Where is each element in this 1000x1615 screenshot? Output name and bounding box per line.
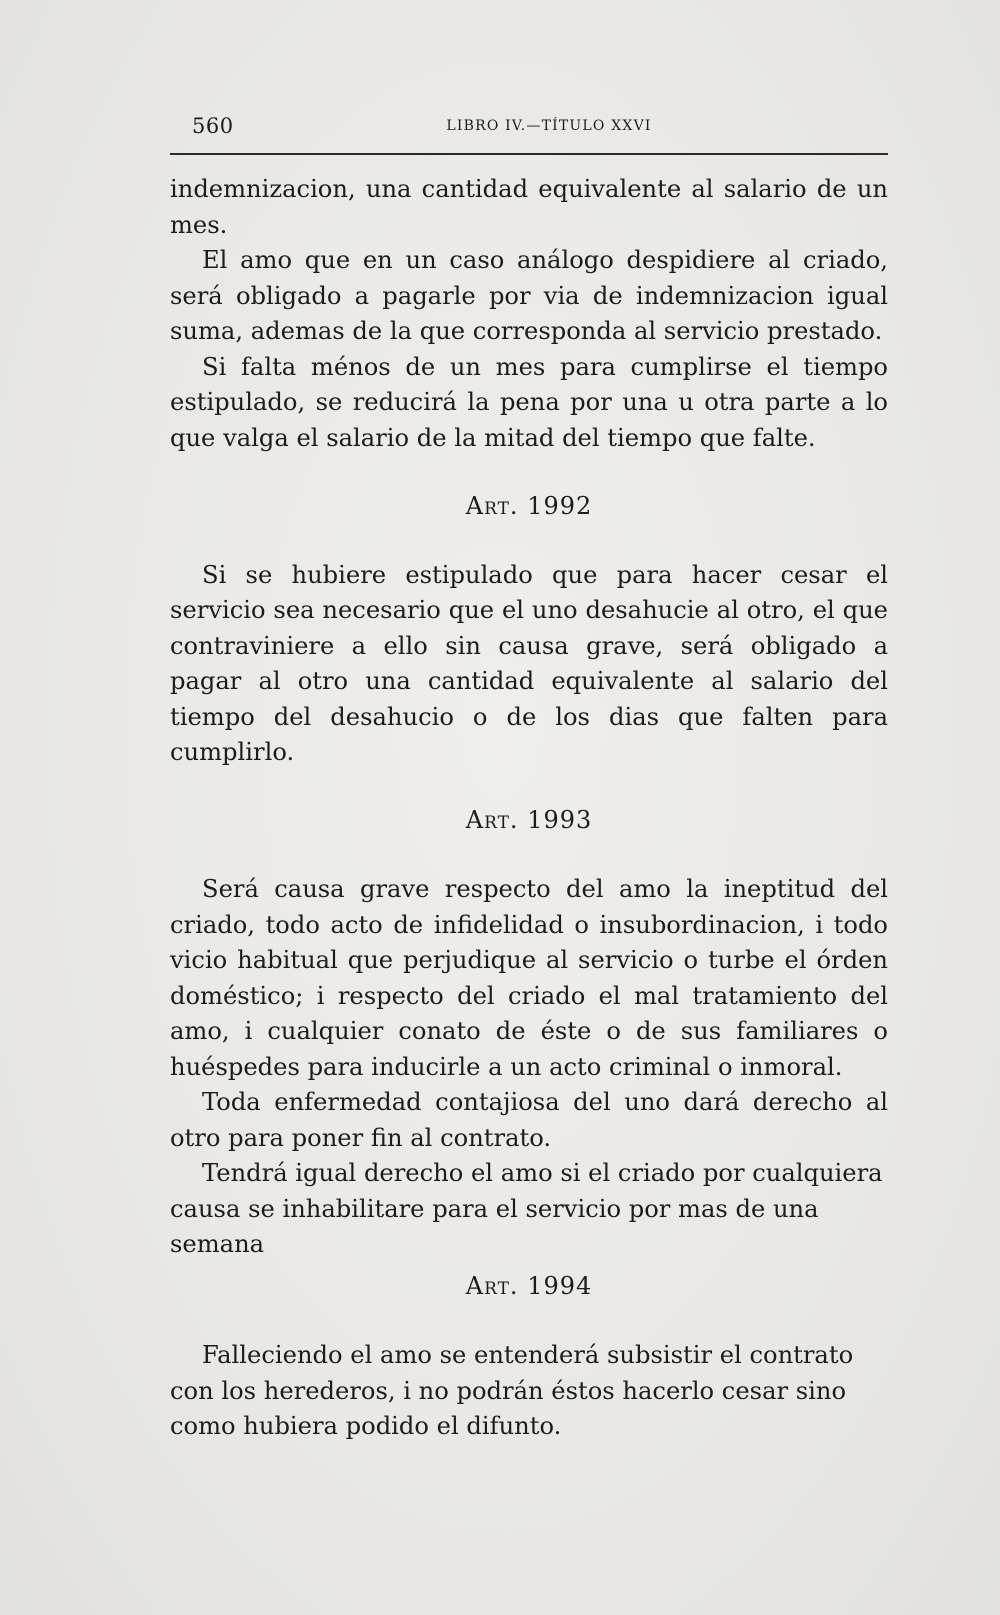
article-heading-1992 [170, 489, 888, 525]
article-1993-text-2: Toda enfermedad contajiosa del uno dará derecho al otro para poner fin al contrato. [170, 1088, 888, 1152]
article-label: Art. [465, 492, 519, 520]
body-text [170, 172, 888, 1445]
article-label: Art. [465, 805, 519, 834]
article-1994-text: Falleciendo el amo se entenderá subsistir el contrato con los herederos, i no podrán éstos hacerlo cesar sino como hubiera podido el difunto. [170, 1341, 854, 1440]
article-number: 1992 [527, 492, 593, 520]
paragraph-continuation: indemnizacion, una cantidad equivalente al salario de un mes. [170, 175, 888, 239]
page-number: 560 [192, 114, 234, 138]
article-heading-1993 [170, 803, 888, 839]
article-1993-text-3: Tendrá igual derecho el amo si el criado por cualquiera causa se inhabilitare para el servicio por mas de una semana [170, 1159, 883, 1258]
article-1993-text-1: Será causa grave respecto del amo la ineptitud del criado, todo acto de infidelidad o insubordinacion, i todo vicio habitual que perjudique al servicio o turbe el órden doméstico; i respecto del criado el mal tratamiento del amo, i cualquier conato de éste o de sus familiares o huéspedes para inducirle a un acto criminal o inmoral. [170, 875, 888, 1081]
article-heading-1994 [170, 1269, 888, 1305]
paragraph: Si falta ménos de un mes para cumplirse el tiempo estipulado, se reducirá la pena por una u otra parte a lo que valga el salario de la mitad del tiempo que falte. [170, 352, 888, 452]
article-1992-text: Si se hubiere estipulado que para hacer cesar el servicio sea necesario que el uno desahucie al otro, el que contraviniere a ello sin causa grave, será obligado a pagar al otro una cantidad equivalente al salario del tiempo del desahucio o de los dias que falten para cumplirlo. [170, 560, 888, 766]
header-rule [170, 153, 888, 155]
article-number: 1993 [527, 805, 593, 834]
article-number: 1994 [527, 1271, 593, 1300]
paragraph: El amo que en un caso análogo despidiere al criado, será obligado a pagarle por via de indemnizacion igual suma, ademas de la que corresponda al servicio prestado. [170, 246, 888, 345]
page-header [170, 114, 888, 144]
running-head: LIBRO IV.—TÍTULO XXVI [446, 118, 652, 134]
article-label: Art. [465, 1271, 519, 1300]
